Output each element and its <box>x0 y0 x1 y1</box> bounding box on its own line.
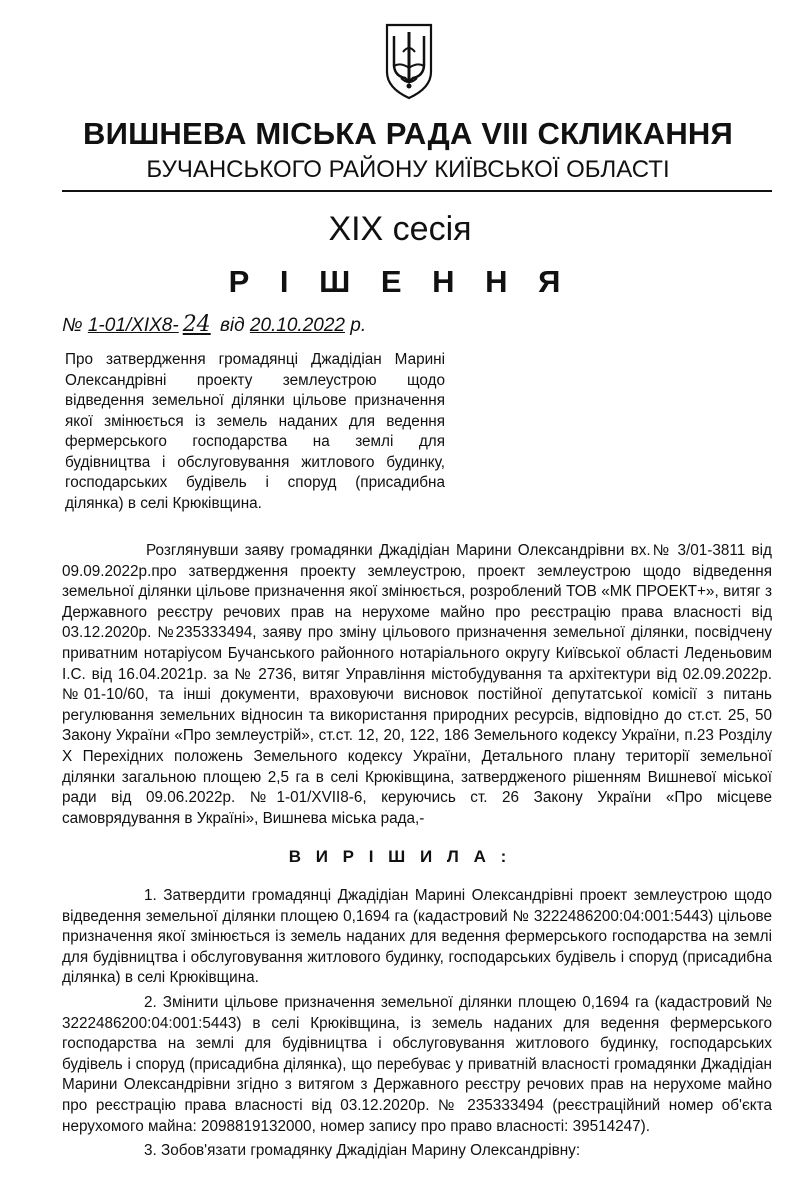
decision-number-line <box>62 312 366 337</box>
decision-item-2: 2. Змінити цільове призначення земельної ділянки площею 0,1694 га (кадастровий № 3222486200:04:001:5443) в селі Крюківщина, із земель наданих для ведення фермерського господарства на землі для будівництва і обслуговування житлового будинку, господарських будівель і споруд (присадибна ділянка), що перебуває у приватній власності громадянки Джадідіан Марини Олександрівни згідно з витягом з Державного реєстру речових прав на нерухоме майно про реєстрацію права власності від 03.12.2020р. № 235333494 (реєстраційний номер об'єкта нерухомого майна: 2098819132000, номер запису про право власності: 39514247). <box>62 994 772 1135</box>
decision-subject: Про затвердження громадянці Джадідіан Марині Олександрівні проекту землеустрою щодо відведення земельної ділянки цільове призначення якої змінюється із земель наданих для ведення фермерського господарства на землі для будівництва і обслуговування житлового будинку, господарських будівель і споруд (присадибна ділянка) в селі Крюківщина. <box>65 351 445 512</box>
preamble-paragraph: Розглянувши заяву громадянки Джадідіан Марини Олександрівни вх.№ 3/01-3811 від 09.09.2022р.про затвердження проекту землеустрою, проект землеустрою щодо відведення земельної ділянки цільове призначення якої змінюється, розроблений ТОВ «МК ПРОЕКТ+», витяг з Державного реєстру речових прав на нерухоме майно про реєстрацію права власності від 03.12.2020р. №235333494, заяву про зміну цільового призначення земельної ділянки, посвідчену приватним нотаріусом Бучанського районного нотаріального округу Київської області Леденьовим І.С. від 16.04.2021р. за № 2736, витяг Управління містобудування та архітектури від 02.09.2022р. №01-10/60, та інші документи, враховуючи висновок постійної депутатської комісії з питань регулювання земельних відносин та використання природних ресурсів, відповідно до ст.ст. 25, 50 Закону України «Про землеустрій», ст.ст. 12, 20, 122, 186 Земельного кодексу України, п.23 Розділу X Перехідних положень Земельного кодексу України, Детального плану території земельної ділянки загальною площею 2,5 га в селі Крюківщина, затвердженого рішенням Вишневої міської ради від 09.06.2022р. №1-01/XVII8-6, керуючись ст. 26 Закону України «Про місцеве самоврядування в Україні», Вишнева міська рада,- <box>62 542 772 827</box>
date-suffix: р. <box>350 315 367 336</box>
session-title: XIX сесія <box>328 210 472 248</box>
document-type-title: Р І Ш Е Н Н Я <box>228 264 572 299</box>
date-prefix: від <box>219 315 245 336</box>
decision-code: 1-01/XIX8- <box>87 315 179 336</box>
decision-item-1: 1. Затвердити громадянці Джадідіан Марині Олександрівні проект землеустрою щодо відведення земельної ділянки площею 0,1694 га (кадастровий № 3222486200:04:001:5443) цільове призначення якої змінюється із земель наданих для ведення фермерського господарства на землі для будівництва і обслуговування житлового будинку, господарських будівель і споруд (присадибна ділянка) в селі Крюківщина. <box>62 887 772 987</box>
decision-date: 20.10.2022 <box>249 315 345 336</box>
trident-coat-of-arms-icon <box>383 22 435 100</box>
handwritten-number: 24 <box>182 312 211 337</box>
council-name: ВИШНЕВА МІСЬКА РАДА VIII СКЛИКАННЯ <box>83 116 733 151</box>
district-name: БУЧАНСЬКОГО РАЙОНУ КИЇВСЬКОЇ ОБЛАСТІ <box>146 156 670 183</box>
decision-item-3: 3. Зобов'язати громадянку Джадідіан Марину Олександрівну: <box>144 1142 581 1159</box>
number-prefix: № <box>62 315 83 336</box>
header-divider <box>62 190 772 192</box>
resolved-heading: В И Р І Ш И Л А : <box>288 847 512 866</box>
